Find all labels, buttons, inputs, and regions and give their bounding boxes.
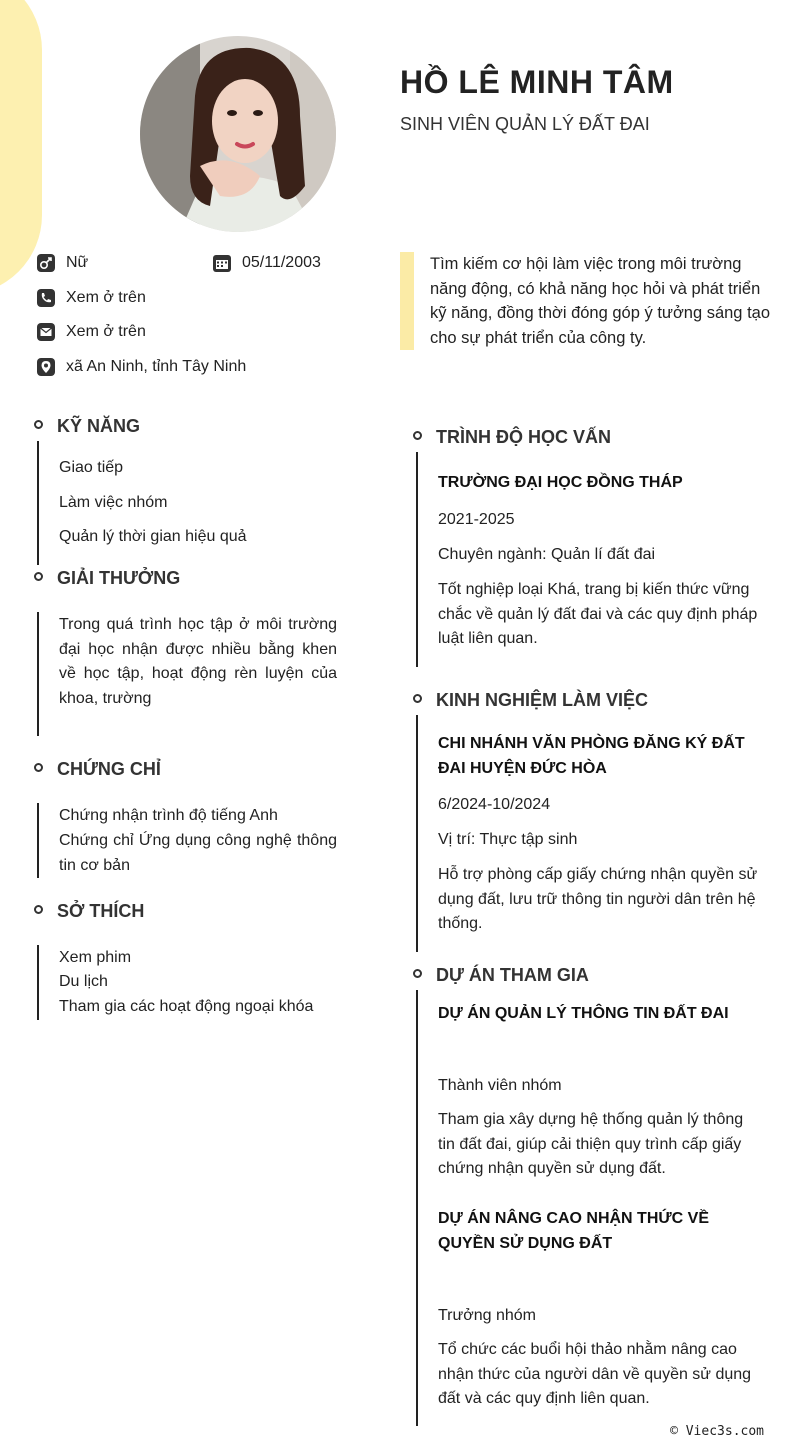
awards-line [37,612,39,736]
awards-text: Trong quá trình học tập ở môi trường đại học nhận được nhiều bằng khen về học tập, hoạt động rèn luyện của khoa, trường [59,616,337,707]
phone-row [36,288,146,308]
skill-item: Làm việc nhóm [59,494,168,511]
certificates-line [37,803,39,878]
email-icon [36,322,56,342]
education-description: Tốt nghiệp loại Khá, trang bị kiến thức vững chắc về quản lý đất đai và các quy định pháp luật liên quan. [438,581,758,647]
hobby-item: Xem phim [59,949,132,966]
certificate-item: Chứng nhận trình độ tiếng Anh [59,807,278,824]
education-major: Chuyên ngành: Quản lí đất đai [438,546,656,563]
project-name: DỰ ÁN NÂNG CAO NHẬN THỨC VỀ QUYỀN SỬ DỤNG ĐẤT [438,1210,709,1252]
address-row [36,357,246,377]
skills-line [37,441,39,565]
candidate-name: HỒ LÊ MINH TÂM [400,64,674,100]
certificates-bullet [34,763,43,772]
objective-accent-bar [400,252,414,350]
birthday-value: 05/11/2003 [242,254,321,271]
project-role: Trưởng nhóm [438,1307,536,1324]
experience-description: Hỗ trợ phòng cấp giấy chứng nhận quyền sử dụng đất, lưu trữ thông tin người dân trên hệ thống. [438,866,758,932]
calendar-icon [212,253,232,273]
project-description: Tổ chức các buổi hội thảo nhằm nâng cao nhận thức của người dân về quyền sử dụng đất và các quy định liên quan. [438,1341,752,1407]
hobbies-bullet [34,905,43,914]
skills-bullet [34,420,43,429]
hobbies-title: SỞ THÍCH [57,901,145,921]
candidate-title: SINH VIÊN QUẢN LÝ ĐẤT ĐAI [400,114,650,134]
education-period: 2021-2025 [438,511,515,528]
gender-row [36,253,88,273]
awards-title: GIẢI THƯỞNG [57,568,181,588]
phone-icon [36,288,56,308]
birthday-row [212,253,321,273]
education-line [416,452,418,667]
experience-bullet [413,694,422,703]
certificates-title: CHỨNG CHỈ [57,759,161,779]
skill-item: Quản lý thời gian hiệu quả [59,528,247,545]
email-row [36,322,146,342]
email-value: Xem ở trên [66,323,146,340]
hobbies-line [37,945,39,1020]
experience-position: Vị trí: Thực tập sinh [438,831,578,848]
projects-line [416,990,418,1426]
project-role: Thành viên nhóm [438,1077,562,1094]
education-title: TRÌNH ĐỘ HỌC VẤN [436,427,611,447]
awards-bullet [34,572,43,581]
decorative-arc [0,0,42,295]
experience-title: KINH NGHIỆM LÀM VIỆC [436,690,649,710]
projects-title: DỰ ÁN THAM GIA [436,965,589,985]
project-description: Tham gia xây dựng hệ thống quản lý thông tin đất đai, giúp cải thiện quy trình cấp giấy chứng nhận quyền sử dụng đất. [438,1111,744,1177]
education-bullet [413,431,422,440]
experience-company: CHI NHÁNH VĂN PHÒNG ĐĂNG KÝ ĐẤT ĐAI HUYỆN ĐỨC HÒA [438,735,745,777]
certificate-item: Chứng chỉ Ứng dụng công nghệ thông tin cơ bản [59,832,337,874]
experience-period: 6/2024-10/2024 [438,796,551,813]
career-objective: Tìm kiếm cơ hội làm việc trong môi trường năng động, có khả năng học hỏi và phát triển kỹ năng, đồng thời đóng góp ý tưởng sáng tạo cho sự phát triển của công ty. [430,255,771,347]
avatar [140,36,336,232]
skills-title: KỸ NĂNG [57,416,141,436]
project-name: DỰ ÁN QUẢN LÝ THÔNG TIN ĐẤT ĐAI [438,1005,729,1022]
experience-line [416,715,418,952]
footer-credit: © Viec3s.com [670,1424,764,1439]
address-value: xã An Ninh, tỉnh Tây Ninh [66,358,247,375]
gender-value: Nữ [66,254,89,271]
education-school: TRƯỜNG ĐẠI HỌC ĐỒNG THÁP [438,474,683,491]
location-icon [36,357,56,377]
phone-value: Xem ở trên [66,289,146,306]
hobby-item: Tham gia các hoạt động ngoại khóa [59,998,314,1015]
gender-icon [36,253,56,273]
hobby-item: Du lịch [59,973,108,990]
skill-item: Giao tiếp [59,459,124,476]
projects-bullet [413,969,422,978]
